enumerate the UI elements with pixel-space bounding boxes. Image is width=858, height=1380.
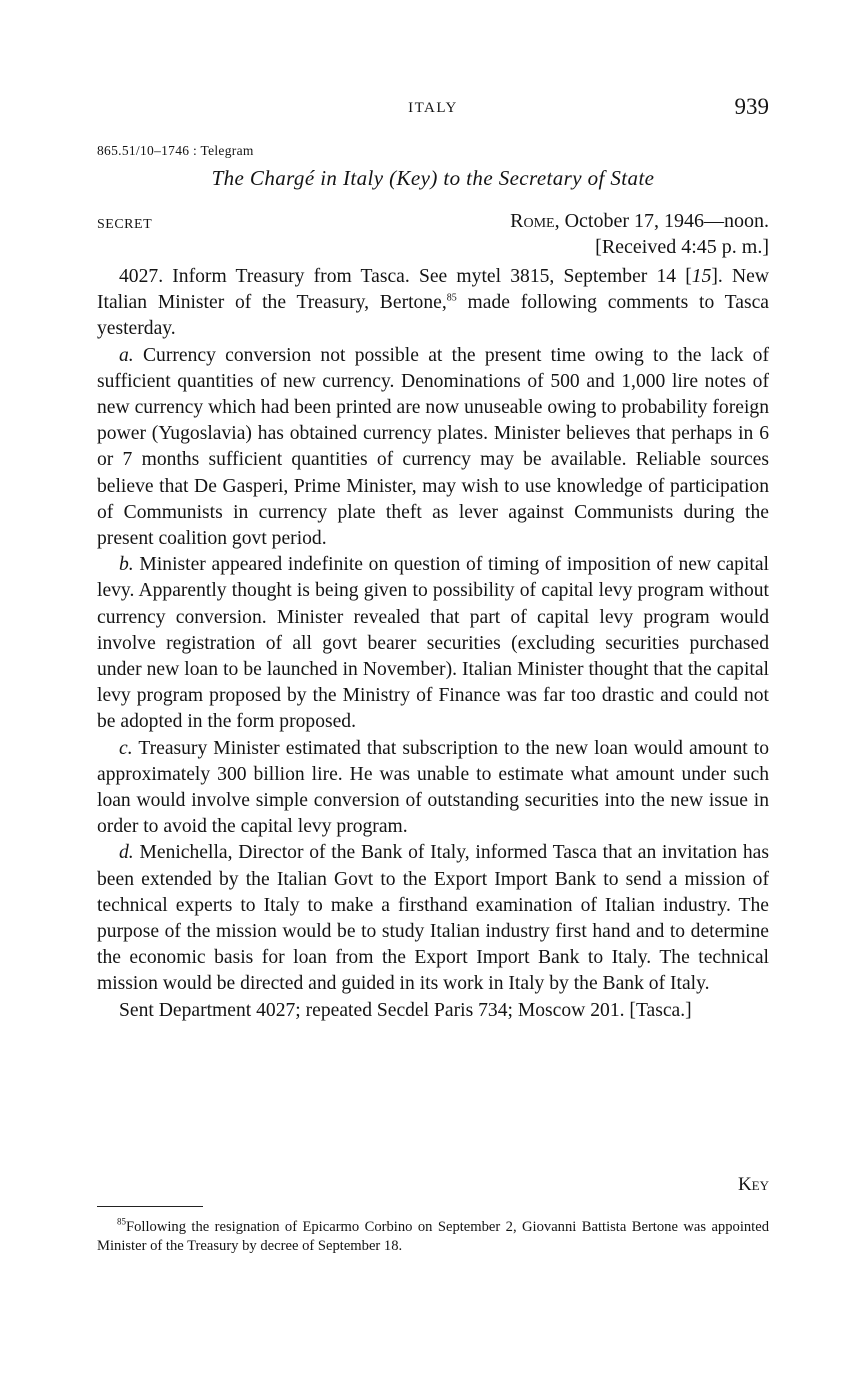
intro-date-italic: 15 <box>691 266 712 287</box>
footnote-divider <box>97 1206 203 1207</box>
date-time: , October 17, 1946—noon. <box>554 210 769 232</box>
paragraph-closing: Sent Department 4027; repeated Secdel Paris 734; Moscow 201. [Tasca.] <box>119 999 692 1021</box>
page-header <box>97 94 769 124</box>
intro-text: 4027. Inform Treasury from Tasca. See mytel 3815, September 14 [ <box>119 266 692 287</box>
paragraph-c-label: c. <box>119 737 133 759</box>
running-head: ITALY <box>408 100 458 116</box>
paragraph-c <box>97 736 769 841</box>
page-number: 939 <box>734 94 769 119</box>
dateline <box>510 208 769 260</box>
received-line: [Received 4:45 p. m.] <box>595 236 769 258</box>
footnote-text: Following the resignation of Epicarmo Corbino on September 2, Giovanni Battista Bertone was appointed Minister of the Treasury by decree of September 18. <box>97 1219 769 1254</box>
paragraph-intro <box>97 264 769 343</box>
footnote-marker: 85 <box>117 1216 126 1227</box>
paragraph-a-text: Currency conversion not possible at the present time owing to the lack of sufficient quantities of new currency. Denominations of 500 and 1,000 lire notes of new currency which had been printed are now unuseable owing to probability foreign power (Yugoslavia) has obtained currency plates. Minister believes that perhaps in 6 or 7 months sufficient quantities of currency may be available. Reliable sources believe that De Gasperi, Prime Minister, may wish to use knowledge of participation of Communists in currency plate theft as lever against Communists during the present coalition govt period. <box>97 344 769 550</box>
intro-text-b: ]. New Italian Minister of the Treasury, Bertone, <box>97 266 769 314</box>
paragraph-d <box>97 840 769 997</box>
paragraph-b-label: b. <box>119 554 134 576</box>
paragraph-a-label: a. <box>119 344 134 366</box>
date-line <box>510 208 769 234</box>
place-name: Rome <box>510 210 555 232</box>
paragraph-d-label: d. <box>119 842 134 864</box>
signature: Key <box>737 1174 769 1195</box>
file-reference: 865.51/10–1746 : Telegram <box>97 143 254 158</box>
footnote <box>97 1218 769 1256</box>
document-title: The Chargé in Italy (Key) to the Secretary of State <box>211 166 655 190</box>
classification-label: SECRET <box>97 217 153 232</box>
paragraph-b-text: Minister appeared indefinite on question of timing of imposition of new capital levy. Apparently thought is being given to possibility of capital levy program without currency conversion. Minister revealed that part of capital levy program would involve registration of all govt bearer securities (excluding securities purchased under new loan to be launched in November). Italian Minister thought that the capital levy program proposed by the Ministry of Finance was far too drastic and could not be adopted in the form proposed. <box>97 554 769 733</box>
paragraph-a <box>97 343 769 553</box>
paragraph-b <box>97 552 769 735</box>
paragraph-c-text: Treasury Minister estimated that subscription to the new loan would amount to approximately 300 billion lire. He was unable to estimate what amount under such loan would involve simple conversion of outstanding securities into the new issue in order to avoid the capital levy program. <box>97 737 769 838</box>
paragraph-d-text: Menichella, Director of the Bank of Italy, informed Tasca that an invitation has been extended by the Italian Govt to the Export Import Bank to send a mission of technical experts to Italy to make a firsthand examination of Italian industry. The purpose of the mission would be to study Italian industry first hand and to determine the economic basis for loan from the Export Import Bank to Italy. The technical mission would be directed and guided in its work in Italy by the Bank of Italy. <box>97 842 769 995</box>
intro-text-c: made following comments to Tasca yesterday. <box>97 292 769 340</box>
footnote-ref: 85 <box>446 292 457 304</box>
telegram-body <box>97 264 769 1024</box>
